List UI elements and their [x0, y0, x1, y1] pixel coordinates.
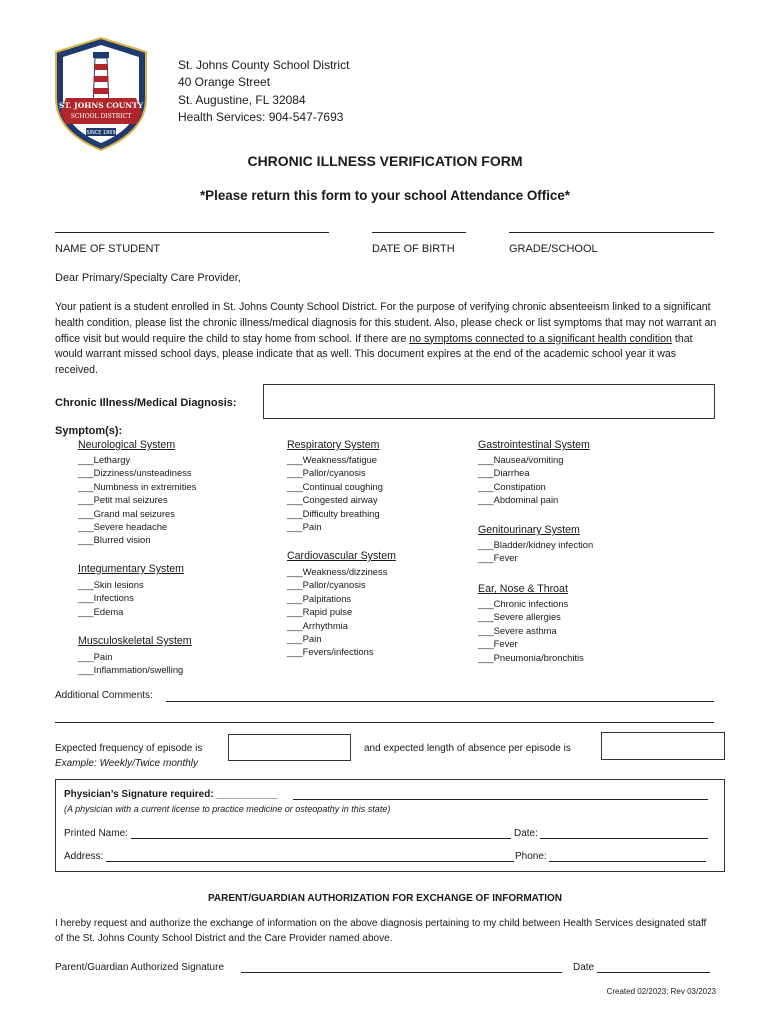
- symptom-checkbox[interactable]: ___Severe asthma: [478, 624, 557, 636]
- logo-text: ST. JOHNS COUNTY: [58, 101, 144, 110]
- comments-label: Additional Comments:: [55, 690, 153, 701]
- gastrointestinal-list: [478, 453, 563, 507]
- symptom-checkbox[interactable]: ___Bladder/kidney infection: [478, 539, 594, 550]
- neurological-list: [78, 453, 196, 547]
- symptom-checkbox[interactable]: ___Petit mal seizures: [78, 494, 168, 506]
- district-logo: [52, 36, 150, 152]
- physician-signature-line[interactable]: [293, 799, 708, 800]
- district-city: St. Augustine, FL 32084: [178, 92, 306, 107]
- svg-text:SINCE 1869: SINCE 1869: [86, 130, 116, 136]
- form-subtitle: *Please return this form to your school Attendance Office*: [199, 188, 571, 203]
- district-phone: Health Services: 904-547-7693: [178, 110, 344, 125]
- grade-school-label: GRADE/SCHOOL: [509, 243, 598, 255]
- instructions-paragraph: [55, 300, 717, 379]
- symptom-checkbox[interactable]: ___Inflammation/swelling: [78, 664, 184, 676]
- symptom-checkbox[interactable]: ___Palpitations: [287, 592, 352, 604]
- printed-name-label: Printed Name:: [64, 828, 128, 839]
- physician-signature-label: Physician’s Signature required: ___________: [64, 789, 278, 800]
- respiratory-heading: Respiratory System: [287, 439, 380, 451]
- symptom-checkbox[interactable]: ___Arrhythmia: [287, 619, 348, 631]
- symptom-checkbox[interactable]: ___Abdominal pain: [478, 494, 559, 506]
- gastrointestinal-heading: Gastrointestinal System: [478, 439, 590, 451]
- genitourinary-heading: Genitourinary System: [478, 524, 580, 536]
- svg-text:SCHOOL DISTRICT: SCHOOL DISTRICT: [70, 113, 132, 120]
- symptom-checkbox[interactable]: ___Rapid pulse: [287, 606, 353, 618]
- comments-line-1[interactable]: [166, 701, 714, 702]
- student-name-label: NAME OF STUDENT: [55, 243, 161, 255]
- symptom-checkbox[interactable]: ___Diarrhea: [478, 467, 530, 479]
- student-name-line[interactable]: [55, 232, 329, 233]
- printed-name-line[interactable]: [131, 838, 511, 839]
- physician-date-line[interactable]: [540, 838, 708, 839]
- symptom-checkbox[interactable]: ___Fever: [478, 638, 518, 650]
- neurological-heading: Neurological System: [78, 439, 176, 451]
- ent-heading: Ear, Nose & Throat: [478, 583, 568, 595]
- symptom-checkbox[interactable]: ___Pneumonia/bronchitis: [478, 651, 584, 663]
- symptom-checkbox[interactable]: ___Skin lesions: [78, 579, 144, 590]
- parent-signature-label: Parent/Guardian Authorized Signature: [55, 962, 224, 973]
- symptom-checkbox[interactable]: ___Fever: [478, 552, 518, 564]
- symptom-checkbox[interactable]: ___Pain: [287, 521, 322, 533]
- dob-label: DATE OF BIRTH: [372, 243, 455, 255]
- parent-heading: PARENT/GUARDIAN AUTHORIZATION FOR EXCHANGE OF INFORMATION: [207, 893, 563, 904]
- symptom-checkbox[interactable]: ___Pain: [287, 633, 322, 645]
- ent-list: [478, 597, 584, 664]
- symptom-checkbox[interactable]: ___Weakness/dizziness: [287, 566, 388, 577]
- phone-line[interactable]: [549, 861, 706, 862]
- musculoskeletal-list: [78, 650, 183, 677]
- address-label: Address:: [64, 851, 104, 862]
- absence-length-input[interactable]: [601, 732, 725, 760]
- diagnosis-label: Chronic Illness/Medical Diagnosis:: [55, 397, 237, 409]
- physician-note: (A physician with a current license to practice medicine or osteopathy in this state): [64, 804, 391, 814]
- comments-line-2[interactable]: [55, 722, 714, 723]
- phone-label: Phone:: [515, 851, 547, 862]
- revision-footer: Created 02/2023; Rev 03/2023: [606, 987, 716, 996]
- integumentary-list: [78, 578, 144, 618]
- cardiovascular-list: [287, 565, 387, 659]
- respiratory-list: [287, 453, 383, 533]
- address-line[interactable]: [106, 861, 514, 862]
- integumentary-heading: Integumentary System: [78, 563, 184, 575]
- frequency-label: Expected frequency of episode is: [55, 743, 203, 754]
- symptom-checkbox[interactable]: ___Infections: [78, 592, 134, 604]
- district-address: [178, 57, 349, 127]
- frequency-input[interactable]: [228, 734, 351, 761]
- symptom-checkbox[interactable]: ___Difficulty breathing: [287, 507, 380, 519]
- instructions-part2: that would warrant missed school days, please indicate that as well. This document expires at the end of the academic school year it was received.: [55, 332, 693, 377]
- instructions-underlined: no symptoms connected to a significant health condition: [409, 332, 672, 345]
- parent-signature-line[interactable]: [241, 972, 562, 973]
- cardiovascular-heading: Cardiovascular System: [287, 550, 396, 562]
- symptom-checkbox[interactable]: ___Numbness in extremities: [78, 480, 197, 492]
- symptom-checkbox[interactable]: ___Nausea/vomiting: [478, 454, 564, 465]
- symptom-checkbox[interactable]: ___Pallor/cyanosis: [287, 467, 366, 479]
- form-title: CHRONIC ILLNESS VERIFICATION FORM: [247, 153, 523, 169]
- parent-date-label: Date: [573, 962, 595, 973]
- symptom-checkbox[interactable]: ___Constipation: [478, 480, 546, 492]
- symptoms-label: Symptom(s):: [55, 425, 123, 437]
- symptom-checkbox[interactable]: ___Grand mal seizures: [78, 507, 175, 519]
- symptom-checkbox[interactable]: ___Fevers/infections: [287, 646, 374, 658]
- district-name: St. Johns County School District: [178, 58, 350, 72]
- symptom-checkbox[interactable]: ___Pallor/cyanosis: [287, 579, 366, 591]
- grade-school-line[interactable]: [509, 232, 714, 233]
- symptom-checkbox[interactable]: ___Pain: [78, 651, 113, 662]
- parent-date-line[interactable]: [597, 972, 710, 973]
- symptom-checkbox[interactable]: ___Edema: [78, 605, 124, 617]
- diagnosis-input[interactable]: [263, 384, 715, 419]
- parent-authorization-text: I hereby request and authorize the exchange of information on the above diagnosis pertaining to my child between Health Services designated staff of the St. Johns County School District and the Care Provider named above.: [55, 918, 707, 945]
- symptom-checkbox[interactable]: ___Dizziness/unsteadiness: [78, 467, 192, 479]
- symptom-checkbox[interactable]: ___Congested airway: [287, 494, 378, 506]
- instructions-part1: Your patient is a student enrolled in St. Johns County School District. For the purpose of verifying chronic absenteeism linked to a significant health condition, please list the chronic illness/medical diagnosis for this student. Also, please check or list symptoms that may not warrant an office visit but would require the child to stay home from school. If there are: [55, 301, 717, 345]
- symptom-checkbox[interactable]: ___Continual coughing: [287, 480, 383, 492]
- symptom-checkbox[interactable]: ___Severe headache: [78, 521, 168, 533]
- musculoskeletal-heading: Musculoskeletal System: [78, 635, 192, 647]
- dob-line[interactable]: [372, 232, 466, 233]
- symptom-checkbox[interactable]: ___Blurred vision: [78, 534, 151, 546]
- frequency-example: Example: Weekly/Twice monthly: [55, 758, 199, 769]
- symptom-checkbox[interactable]: ___Severe allergies: [478, 611, 561, 623]
- absence-length-label: and expected length of absence per episode is: [364, 743, 571, 754]
- symptom-checkbox[interactable]: ___Weakness/fatigue: [287, 454, 377, 465]
- genitourinary-list: [478, 538, 593, 565]
- greeting: Dear Primary/Specialty Care Provider,: [55, 272, 241, 284]
- district-street: 40 Orange Street: [178, 75, 271, 90]
- physician-date-label: Date:: [514, 828, 538, 839]
- symptom-checkbox[interactable]: ___Lethargy: [78, 454, 131, 465]
- symptom-checkbox[interactable]: ___Chronic infections: [478, 598, 569, 609]
